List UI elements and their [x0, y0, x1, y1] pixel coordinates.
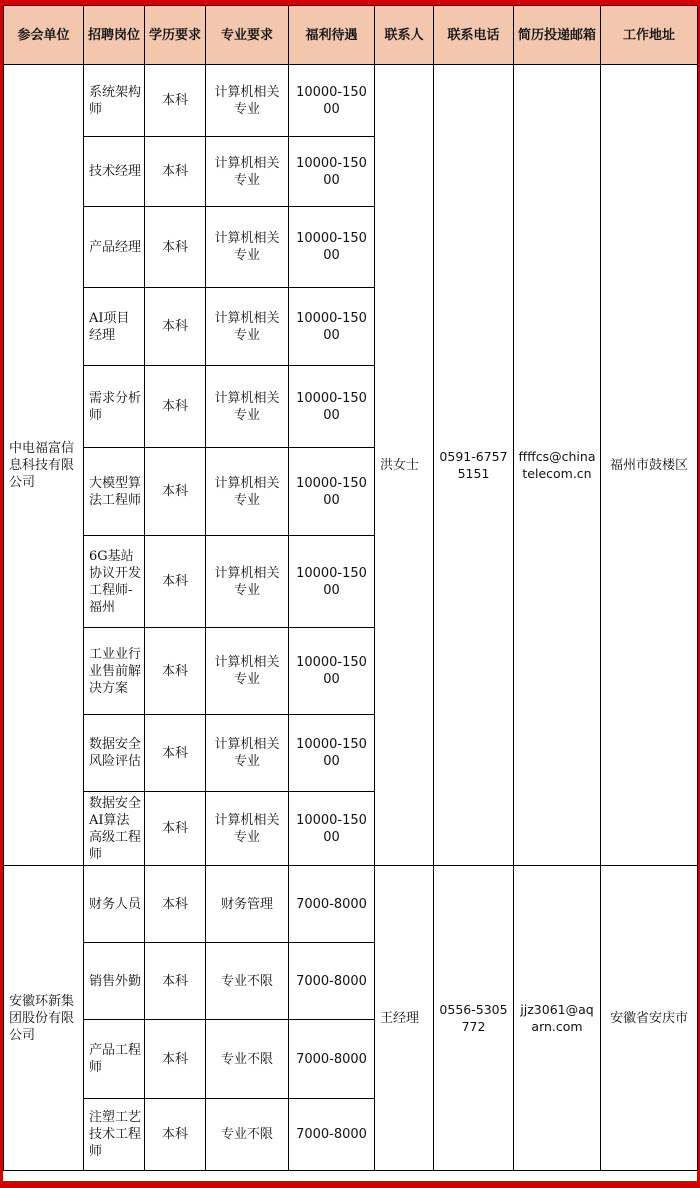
header-contact: 联系人: [375, 6, 434, 65]
header-education: 学历要求: [145, 6, 206, 65]
job-title: 大模型算法工程师: [84, 448, 145, 536]
job-education: 本科: [145, 715, 206, 792]
job-education: 本科: [145, 792, 206, 866]
header-phone: 联系电话: [434, 6, 514, 65]
job-major: 专业不限: [206, 1099, 289, 1171]
table-row: [4, 65, 698, 137]
job-education: 本科: [145, 207, 206, 288]
table-row: [4, 866, 698, 943]
job-title: 6G基站协议开发工程师-福州: [84, 536, 145, 628]
header-company: 参会单位: [4, 6, 84, 65]
header-salary: 福利待遇: [289, 6, 375, 65]
job-major: 计算机相关专业: [206, 288, 289, 366]
job-salary: 10000-15000: [289, 448, 375, 536]
contact-email: jjz3061@aqarn.com: [514, 866, 601, 1171]
job-title: 系统架构师: [84, 65, 145, 137]
job-major: 计算机相关专业: [206, 536, 289, 628]
job-education: 本科: [145, 943, 206, 1020]
work-address: 安徽省安庆市: [601, 866, 698, 1171]
contact-phone: 0556-5305772: [434, 866, 514, 1171]
job-salary: 10000-15000: [289, 65, 375, 137]
bottom-border-strip: [0, 1181, 700, 1188]
job-salary: 7000-8000: [289, 943, 375, 1020]
header-row: [4, 6, 698, 65]
work-address: 福州市鼓楼区: [601, 65, 698, 866]
job-salary: 10000-15000: [289, 288, 375, 366]
recruitment-table: [3, 5, 698, 1171]
job-major: 专业不限: [206, 1020, 289, 1099]
job-title: 数据安全风险评估: [84, 715, 145, 792]
job-salary: 10000-15000: [289, 366, 375, 448]
job-major: 计算机相关专业: [206, 137, 289, 207]
job-salary: 10000-15000: [289, 715, 375, 792]
job-salary: 10000-15000: [289, 137, 375, 207]
job-education: 本科: [145, 288, 206, 366]
job-title: 财务人员: [84, 866, 145, 943]
job-education: 本科: [145, 1020, 206, 1099]
job-major: 计算机相关专业: [206, 715, 289, 792]
job-education: 本科: [145, 366, 206, 448]
job-salary: 7000-8000: [289, 1099, 375, 1171]
job-education: 本科: [145, 536, 206, 628]
header-position: 招聘岗位: [84, 6, 145, 65]
job-title: 产品经理: [84, 207, 145, 288]
job-title: 注塑工艺技术工程师: [84, 1099, 145, 1171]
job-title: 需求分析师: [84, 366, 145, 448]
job-education: 本科: [145, 866, 206, 943]
job-major: 计算机相关专业: [206, 448, 289, 536]
contact-person: 王经理: [375, 866, 434, 1171]
job-education: 本科: [145, 137, 206, 207]
job-title: 产品工程师: [84, 1020, 145, 1099]
contact-person: 洪女士: [375, 65, 434, 866]
job-education: 本科: [145, 448, 206, 536]
job-major: 财务管理: [206, 866, 289, 943]
job-title: AI项目经理: [84, 288, 145, 366]
job-title: 销售外勤: [84, 943, 145, 1020]
job-title: 数据安全AI算法高级工程师: [84, 792, 145, 866]
job-salary: 10000-15000: [289, 536, 375, 628]
job-salary: 10000-15000: [289, 792, 375, 866]
job-major: 计算机相关专业: [206, 207, 289, 288]
contact-email: ffffcs@chinatelecom.cn: [514, 65, 601, 866]
job-major: 专业不限: [206, 943, 289, 1020]
job-education: 本科: [145, 628, 206, 715]
job-title: 工业业行业售前解决方案: [84, 628, 145, 715]
recruitment-sheet: [3, 5, 697, 1181]
job-major: 计算机相关专业: [206, 366, 289, 448]
job-major: 计算机相关专业: [206, 65, 289, 137]
job-salary: 10000-15000: [289, 207, 375, 288]
contact-phone: 0591-67575151: [434, 65, 514, 866]
job-education: 本科: [145, 65, 206, 137]
job-major: 计算机相关专业: [206, 792, 289, 866]
job-major: 计算机相关专业: [206, 628, 289, 715]
header-major: 专业要求: [206, 6, 289, 65]
job-education: 本科: [145, 1099, 206, 1171]
job-title: 技术经理: [84, 137, 145, 207]
header-email: 简历投递邮箱: [514, 6, 601, 65]
company-name: 中电福富信息科技有限公司: [4, 65, 84, 866]
job-salary: 10000-15000: [289, 628, 375, 715]
header-address: 工作地址: [601, 6, 698, 65]
job-salary: 7000-8000: [289, 866, 375, 943]
job-salary: 7000-8000: [289, 1020, 375, 1099]
company-name: 安徽环新集团股份有限公司: [4, 866, 84, 1171]
